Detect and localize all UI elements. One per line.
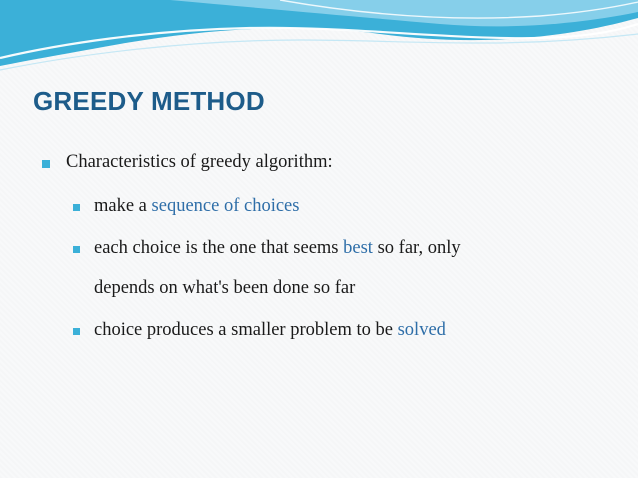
bullet-sub-2-text-end: so far, only: [372, 238, 461, 258]
bullet-sub-2-continuation: [94, 278, 355, 299]
square-bullet-icon: [73, 204, 80, 211]
square-bullet-icon: [73, 328, 80, 335]
bullet-sub-2-highlight: best: [343, 238, 373, 258]
bullet-sub-3: [94, 320, 446, 341]
bullet-sub-2: [94, 238, 461, 259]
bullet-sub-1: [94, 196, 299, 217]
bullet-sub-3-text: choice produces a smaller problem to be: [94, 320, 398, 340]
bullet-sub-2-text: each choice is the one that seems: [94, 238, 344, 258]
square-bullet-icon: [42, 160, 50, 168]
square-bullet-icon: [73, 246, 80, 253]
bullet-sub-1-text: make a: [94, 196, 152, 216]
header-wave-decoration: [0, 0, 638, 80]
bullet-sub-2-line2: depends on what's been done so far: [94, 278, 356, 298]
bullet-sub-3-highlight: solved: [397, 320, 446, 340]
slide-title: GREEDY METHOD: [33, 86, 265, 116]
bullet-sub-1-highlight: sequence of choices: [151, 196, 300, 216]
bullet-main: [66, 152, 333, 173]
bullet-main-text: Characteristics of greedy algorithm:: [66, 152, 333, 172]
